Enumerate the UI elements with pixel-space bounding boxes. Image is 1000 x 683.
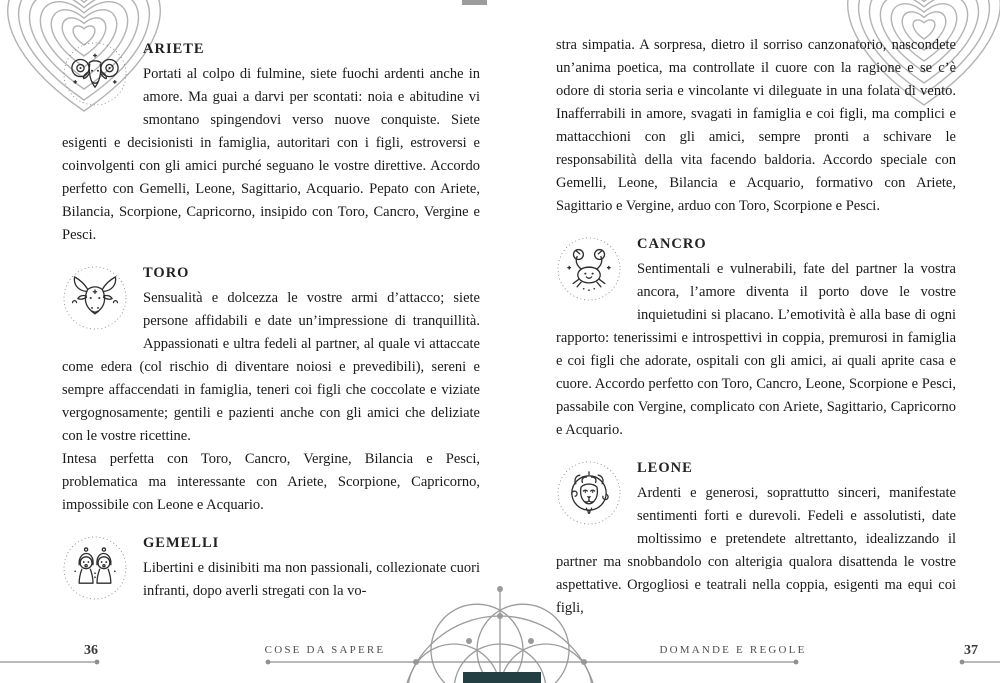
footer-rule-dot <box>95 660 100 665</box>
zodiac-section-gemini <box>62 535 480 605</box>
sign-paragraph: Intesa perfetta con Toro, Cancro, Vergine, Bilancia e Pesci, problematica ma interessante con Ariete, Scorpione, Capricorno, impossibile con Leone e Acquario. <box>62 451 480 513</box>
zodiac-section-aries <box>62 41 480 247</box>
sign-paragraph: Sensualità e dolcezza le vostre armi d’attacco; siete persone affidabili e date un’impressione di tranquillità. Appassionati e ultra fedeli al partner, al quale vi attaccate come edera (col rischio di diventare noiosi e prevedibili), sereni e sempre affaccendati in famiglia, teneri coi figli che coccolate e viziate vergognosamente; gentili e pazienti anche con gli amici che deliziate con le vostre ricettine. <box>62 290 480 444</box>
sign-paragraph: Sentimentali e vulnerabili, fate del partner la vostra ancora, l’amore diventa il porto dove le vostre inquietudini si placano. L’emotività è alla base di ogni rapporto: tenerissimi e introspettivi in coppia, premurosi in famiglia e coi figli che adorate, ospitali con gli amici, ai quali aprite casa e cuore. Accordo perfetto con Toro, Cancro, Leone, Scorpione e Pesci, passabile con Vergine, complicato con Ariete, Sagittario, Capricorno e Acquario. <box>556 261 956 438</box>
page-number-right: 37 <box>964 643 978 658</box>
zodiac-section-cancer <box>556 236 956 442</box>
sign-paragraph: Portati al colpo di fulmine, siete fuochi ardenti anche in amore. Ma guai a darvi per scontati: noia e abitudine vi smontano spingendovi verso nuove conquiste. Siete esigenti e decisionisti in famiglia, autoritari con i figli, estroversi e coinvolgenti con gli amici purché seguano le vostre direttive. Accordo perfetto con Gemelli, Leone, Sagittario, Acquario. Pepato con Ariete, Bilancia, Scorpione, Capricorno, insipido con Toro, Cancro, Vergine e Pesci. <box>62 66 480 243</box>
mandala-node-dot <box>581 659 587 665</box>
zodiac-section-leo <box>556 460 956 620</box>
mandala-node-dot <box>528 638 534 644</box>
page-number-left: 36 <box>84 643 98 658</box>
sign-paragraph: Libertini e disinibiti ma non passionali, collezionate cuori infranti, dopo averli stregati con la vo- <box>143 560 480 599</box>
rosette-mandala <box>500 644 592 683</box>
cancer-icon <box>556 236 622 302</box>
page-left <box>62 36 480 605</box>
bottom-band <box>463 672 541 683</box>
footer-rule-dot <box>266 660 271 665</box>
binding-tab-top <box>462 0 487 5</box>
sign-title: CANCRO <box>637 236 707 252</box>
aries-icon <box>62 41 128 107</box>
sign-title: ARIETE <box>143 41 205 57</box>
sign-title: GEMELLI <box>143 535 220 551</box>
sign-title: LEONE <box>637 460 693 476</box>
gemini-icon <box>62 535 128 601</box>
rosette-mandala <box>402 616 598 683</box>
mandala-node-dot <box>497 586 503 592</box>
footer-rule-dot <box>960 660 965 665</box>
leo-icon <box>556 460 622 526</box>
zodiac-section-taurus <box>62 265 480 517</box>
page-right <box>556 34 956 620</box>
footer-rule-dot <box>794 660 799 665</box>
running-footer-right: DOMANDE E REGOLE <box>659 644 807 656</box>
right-sections <box>556 236 956 620</box>
rosette-mandala <box>454 644 546 683</box>
rosette-mandala <box>408 644 500 683</box>
left-sections <box>62 41 480 605</box>
continuation-paragraph: stra simpatia. A sorpresa, dietro il sorriso canzonatorio, nascondete un’anima poetica, ma controllate il cuore con la ragione e se c’è odore di storia seria e vincolante vi dileguate in una folata di vento. Inafferrabili in amore, svagati in famiglia e coi figli, ma complici e mattacchioni con gli amici, sempre pronti a schivare le responsabilità della vita facendo baldoria. Accordo speciale con Gemelli, Leone, Bilancia e Acquario, formativo con Ariete, Sagittario e Vergine, arduo con Toro, Scorpione e Pesci. <box>556 37 956 214</box>
mandala-node-dot <box>413 659 419 665</box>
rosette-mandala <box>431 604 523 683</box>
mandala-node-dot <box>466 638 472 644</box>
taurus-icon <box>62 265 128 331</box>
sign-title: TORO <box>143 265 190 281</box>
mandala-node-dot <box>497 613 503 619</box>
sign-paragraph: Ardenti e generosi, soprattutto sinceri, manifestate sentimenti forti e durevoli. Fedeli e assolutisti, date moltissimo e pretendete altrettanto, idealizzando il partner ma snobbandolo con alterigia qualora disattenda le vostre aspettative. Orgogliosi e teatrali nella coppia, esigenti ma equi coi figli, <box>556 485 956 616</box>
running-footer-left: COSE DA SAPERE <box>264 644 386 656</box>
